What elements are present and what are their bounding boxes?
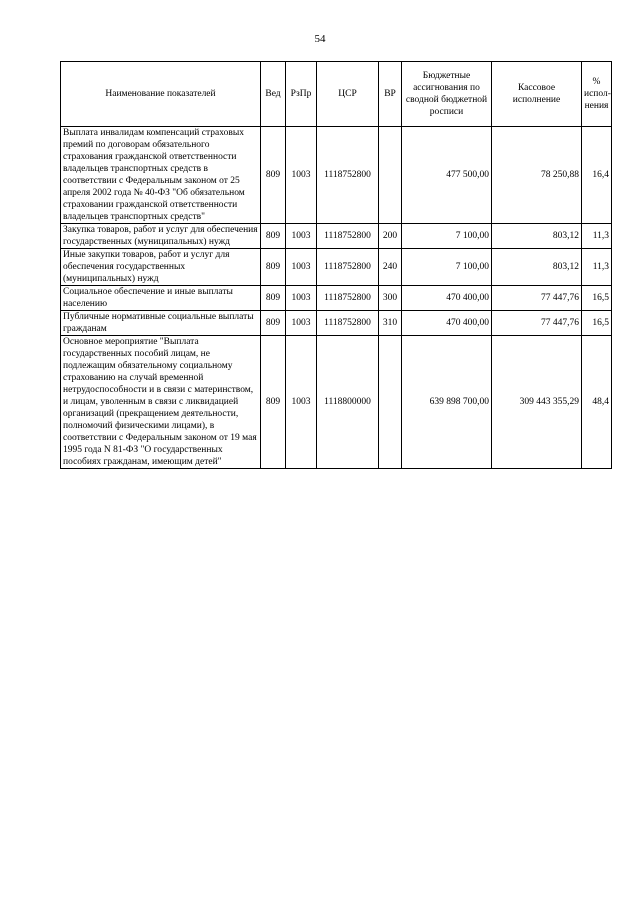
header-vr: ВР — [379, 62, 402, 127]
row-csr: 1118752800 — [317, 311, 379, 336]
row-cash: 78 250,88 — [492, 127, 582, 224]
row-name: Иные закупки товаров, работ и услуг для обеспечения государственных (муниципальных) нужд — [61, 249, 261, 286]
row-csr: 1118800000 — [317, 336, 379, 469]
budget-execution-table — [60, 61, 612, 469]
row-name: Основное мероприятие "Выплата государственных пособий лицам, не подлежащим обязательному социальному страхованию на случай временной нетрудоспособности и в связи с материнством, и лицам, уволенным в связи с ликвидацией организаций (прекращением деятельности, полномочий физическими лицами), в соответствии с Федеральным законом от 19 мая 1995 года N 81-ФЗ "О государственных пособиях гражданам, имеющим детей" — [61, 336, 261, 469]
header-rzpr: РзПр — [286, 62, 317, 127]
row-vr: 310 — [379, 311, 402, 336]
row-ved: 809 — [261, 286, 286, 311]
table-row — [61, 224, 612, 249]
row-percent: 11,3 — [582, 249, 612, 286]
row-budget: 7 100,00 — [402, 224, 492, 249]
row-percent: 16,5 — [582, 286, 612, 311]
page-number: 54 — [314, 33, 326, 45]
row-budget: 470 400,00 — [402, 311, 492, 336]
table-row — [61, 286, 612, 311]
row-percent: 16,5 — [582, 311, 612, 336]
row-csr: 1118752800 — [317, 127, 379, 224]
row-csr: 1118752800 — [317, 224, 379, 249]
row-ved: 809 — [261, 311, 286, 336]
header-csr: ЦСР — [317, 62, 379, 127]
header-name: Наименование показателей — [61, 62, 261, 127]
row-ved: 809 — [261, 249, 286, 286]
row-vr: 300 — [379, 286, 402, 311]
row-cash: 803,12 — [492, 224, 582, 249]
header-ved: Вед — [261, 62, 286, 127]
row-budget: 639 898 700,00 — [402, 336, 492, 469]
row-budget: 470 400,00 — [402, 286, 492, 311]
row-name: Социальное обеспечение и иные выплаты населению — [61, 286, 261, 311]
row-cash: 309 443 355,29 — [492, 336, 582, 469]
row-budget: 7 100,00 — [402, 249, 492, 286]
table-row — [61, 249, 612, 286]
row-name: Закупка товаров, работ и услуг для обеспечения государственных (муниципальных) нужд — [61, 224, 261, 249]
row-rzpr: 1003 — [286, 311, 317, 336]
row-cash: 803,12 — [492, 249, 582, 286]
row-vr: 200 — [379, 224, 402, 249]
table-row — [61, 336, 612, 469]
row-vr: 240 — [379, 249, 402, 286]
row-vr — [379, 127, 402, 224]
row-csr: 1118752800 — [317, 286, 379, 311]
header-percent: % испол-нения — [582, 62, 612, 127]
row-name: Выплата инвалидам компенсаций страховых премий по договорам обязательного страхования гражданской ответственности владельцев транспортных средств в соответствии с Федеральным законом от 25 апреля 2002 года № 40-ФЗ "Об обязательном страховании гражданской ответственности владельцев транспортных средств" — [61, 127, 261, 224]
row-rzpr: 1003 — [286, 224, 317, 249]
header-cash: Кассовое исполнение — [492, 62, 582, 127]
row-rzpr: 1003 — [286, 286, 317, 311]
row-cash: 77 447,76 — [492, 286, 582, 311]
row-rzpr: 1003 — [286, 249, 317, 286]
header-budget: Бюджетные ассигнования по сводной бюджетной росписи — [402, 62, 492, 127]
row-csr: 1118752800 — [317, 249, 379, 286]
row-name: Публичные нормативные социальные выплаты гражданам — [61, 311, 261, 336]
table-row — [61, 127, 612, 224]
table-header-row — [61, 62, 612, 127]
row-rzpr: 1003 — [286, 127, 317, 224]
row-percent: 48,4 — [582, 336, 612, 469]
row-budget: 477 500,00 — [402, 127, 492, 224]
row-vr — [379, 336, 402, 469]
row-percent: 11,3 — [582, 224, 612, 249]
row-cash: 77 447,76 — [492, 311, 582, 336]
row-ved: 809 — [261, 224, 286, 249]
row-percent: 16,4 — [582, 127, 612, 224]
row-rzpr: 1003 — [286, 336, 317, 469]
row-ved: 809 — [261, 336, 286, 469]
row-ved: 809 — [261, 127, 286, 224]
table-row — [61, 311, 612, 336]
